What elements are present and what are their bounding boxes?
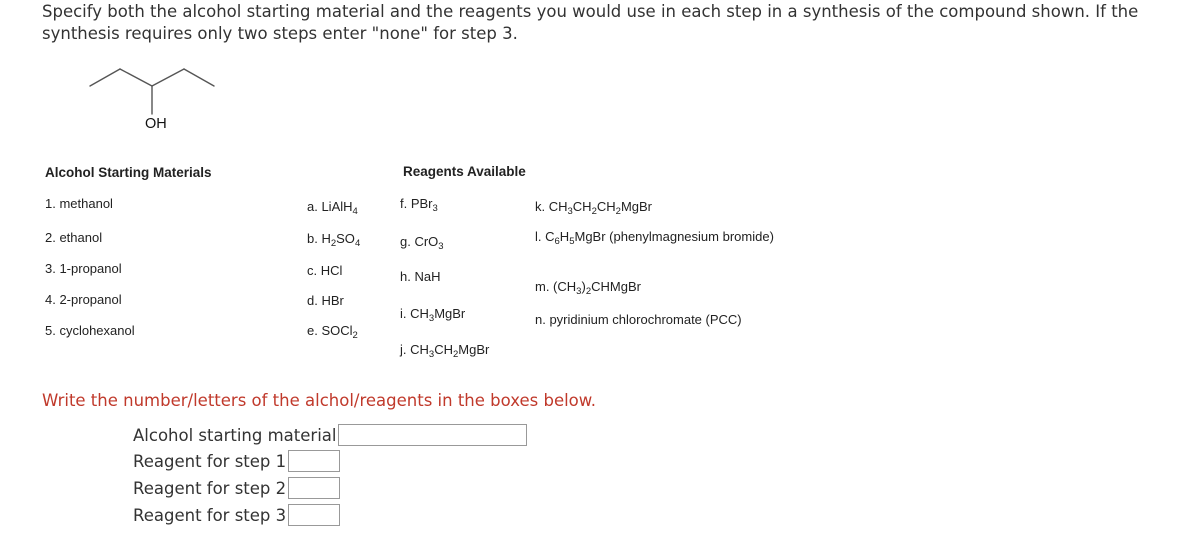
alcohol-input[interactable] — [338, 424, 527, 446]
step3-label: Reagent for step 3 — [133, 505, 287, 525]
reagent-a: a. LiAlH$_4$ — [307, 199, 358, 217]
list-item: 5. cyclohexanol — [45, 323, 135, 338]
answer-row-alcohol — [133, 422, 527, 448]
reagent-d: d. HBr — [307, 293, 344, 308]
reagent-f: f. PBr$_3$ — [400, 196, 438, 214]
reagent-n: n. pyridinium chlorochromate (PCC) — [535, 312, 742, 327]
answer-row-step3 — [133, 502, 340, 528]
list-item: 3. 1-propanol — [45, 261, 122, 276]
reagent-e: e. SOCl$_2$ — [307, 323, 358, 341]
step1-label: Reagent for step 1 — [133, 451, 287, 471]
alcohol-label: Alcohol starting material — [133, 425, 337, 445]
bond — [90, 69, 120, 86]
question-text: Specify both the alcohol starting material and the reagents you would use in each step in a synthesis of the compound shown. If the synthesis requires only two steps enter "none" for step 3. — [42, 2, 1139, 43]
answer-row-step2 — [133, 475, 340, 501]
instruction-text: Write the number/letters of the alchol/reagents in the boxes below. — [42, 391, 596, 410]
reagent-m: m. $(CH_3)_2CHMgBr$ — [535, 279, 641, 297]
list-item: 4. 2-propanol — [45, 292, 122, 307]
list-item: 2. ethanol — [45, 230, 103, 245]
alcohols-header: Alcohol Starting Materials — [45, 165, 212, 180]
reagent-c: c. HCl — [307, 263, 343, 278]
bond — [120, 69, 152, 86]
answer-row-step1 — [133, 448, 340, 474]
step2-input[interactable] — [288, 477, 340, 499]
step2-label: Reagent for step 2 — [133, 478, 287, 498]
reagent-h: h. NaH — [400, 269, 441, 284]
reagent-i: i. $CH_3MgBr$ — [400, 306, 466, 324]
step1-input[interactable] — [288, 450, 340, 472]
list-item: 1. methanol — [45, 196, 113, 211]
reagents-header: Reagents Available — [403, 164, 526, 179]
bond — [152, 69, 184, 86]
molecule-structure — [88, 66, 218, 116]
step3-input[interactable] — [288, 504, 340, 526]
reagent-j: j. $CH_3CH_2MgBr$ — [400, 342, 490, 360]
reagent-l: l. $C_6H_5MgBr$ (phenylmagnesium bromide) — [535, 229, 774, 247]
bond — [184, 69, 214, 86]
reagent-g: g. CrO$_3$ — [400, 234, 444, 252]
hydroxyl-label: OH — [145, 116, 167, 132]
reagent-k: k. $CH_3CH_2CH_2MgBr$ — [535, 199, 653, 217]
reagent-b: b. $H_2SO_4$ — [307, 231, 361, 249]
